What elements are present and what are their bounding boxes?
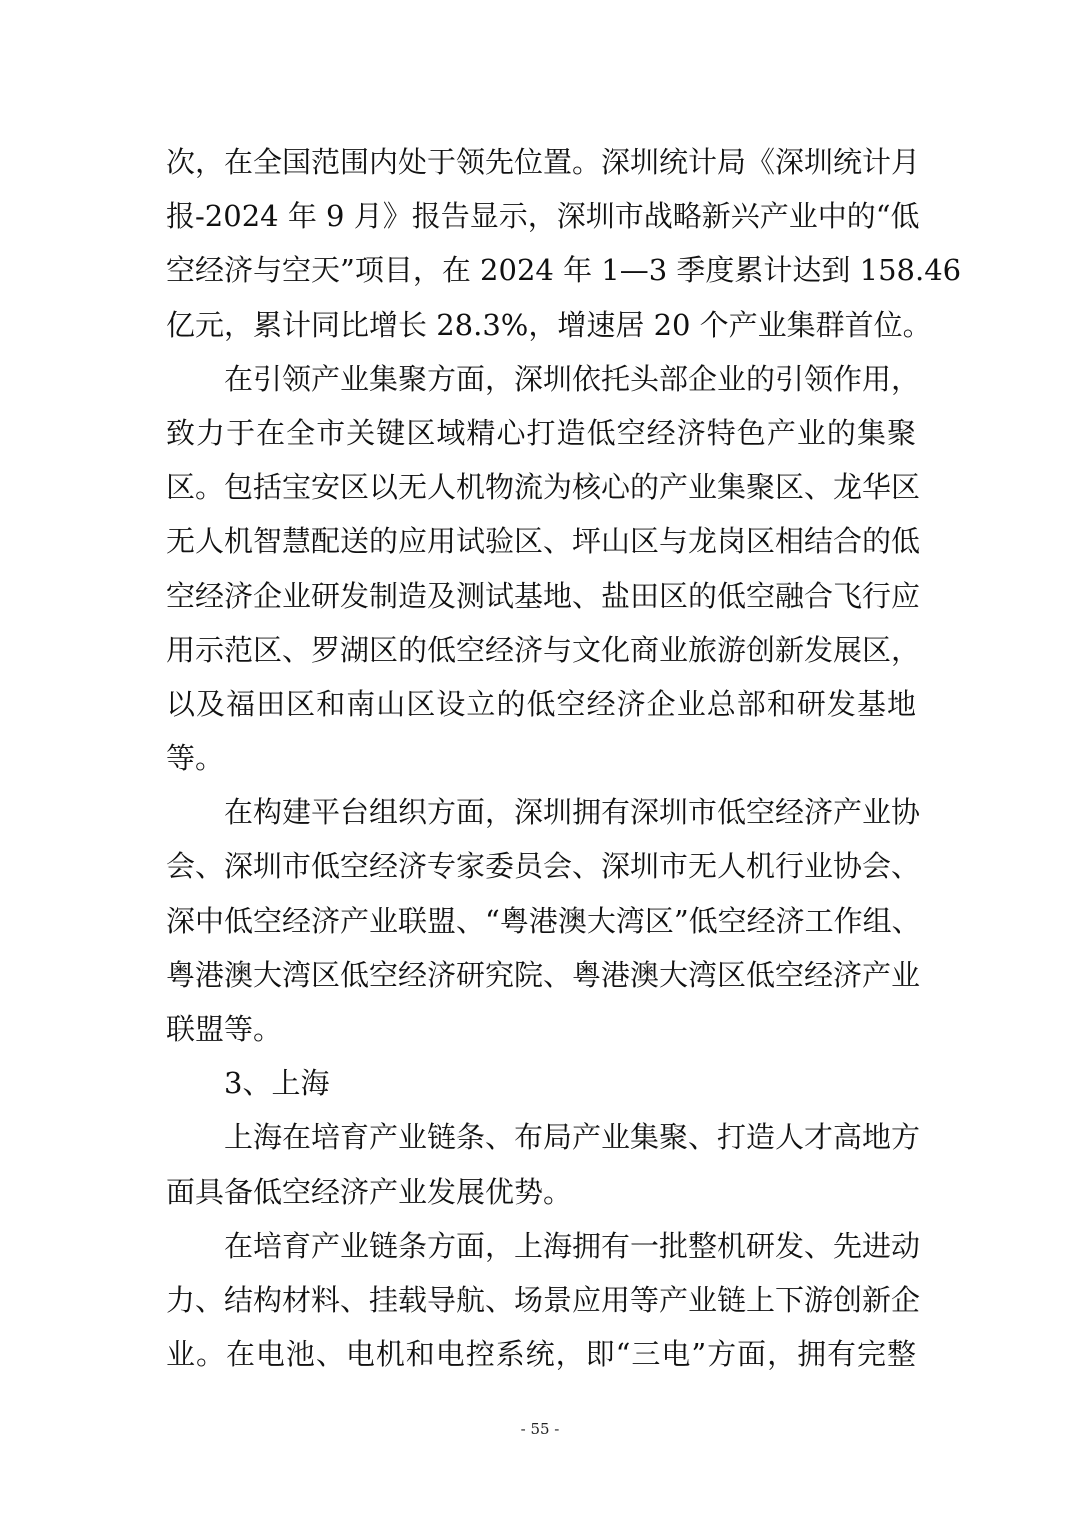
text-line: 力、结构材料、挂载导航、场景应用等产业链上下游创新企 [166,1282,921,1317]
text-line: 在引领产业集聚方面，深圳依托头部企业的引领作用， [224,361,921,396]
text-line: 空经济企业研发制造及测试基地、盐田区的低空融合飞行应 [166,578,921,613]
text-line: 在构建平台组织方面，深圳拥有深圳市低空经济产业协 [224,795,921,830]
text-line: 区。包括宝安区以无人机物流为核心的产业集聚区、龙华区 [166,470,921,505]
text-line: 无人机智慧配送的应用试验区、坪山区与龙岗区相结合的低 [166,524,921,559]
text-line: 空经济与空天”项目，在 2024 年 1—3 季度累计达到 158.46 [166,253,962,288]
body-text [166,135,962,1381]
text-line: 会、深圳市低空经济专家委员会、深圳市无人机行业协会、 [166,849,921,884]
text-line: 次，在全国范围内处于领先位置。深圳统计局《深圳统计月 [166,145,921,179]
text-line: 报-2024 年 9 月》报告显示，深圳市战略新兴产业中的“低 [166,199,920,234]
text-line: 业。在电池、电机和电控系统，即“三电”方面，拥有完整 [166,1337,916,1372]
text-line: 等。 [166,741,225,776]
text-line: 在培育产业链条方面，上海拥有一批整机研发、先进动 [224,1228,921,1263]
section-heading: 3、上海 [224,1066,330,1101]
text-line: 面具备低空经济产业发展优势。 [166,1174,573,1209]
text-line: 粤港澳大湾区低空经济研究院、粤港澳大湾区低空经济产业 [166,957,921,992]
page-number: - 55 - [520,1420,560,1438]
text-line: 以及福田区和南山区设立的低空经济企业总部和研发基地 [166,686,916,721]
text-line: 深中低空经济产业联盟、“粤港澳大湾区”低空经济工作组、 [166,903,921,938]
text-line: 亿元，累计同比增长 28.3%，增速居 20 个产业集群首位。 [166,307,932,342]
text-line: 联盟等。 [166,1012,283,1046]
text-line: 用示范区、罗湖区的低空经济与文化商业旅游创新发展区， [166,632,921,667]
text-line: 致力于在全市关键区域精心打造低空经济特色产业的集聚 [166,415,916,450]
text-line: 上海在培育产业链条、布局产业集聚、打造人才高地方 [224,1120,921,1155]
